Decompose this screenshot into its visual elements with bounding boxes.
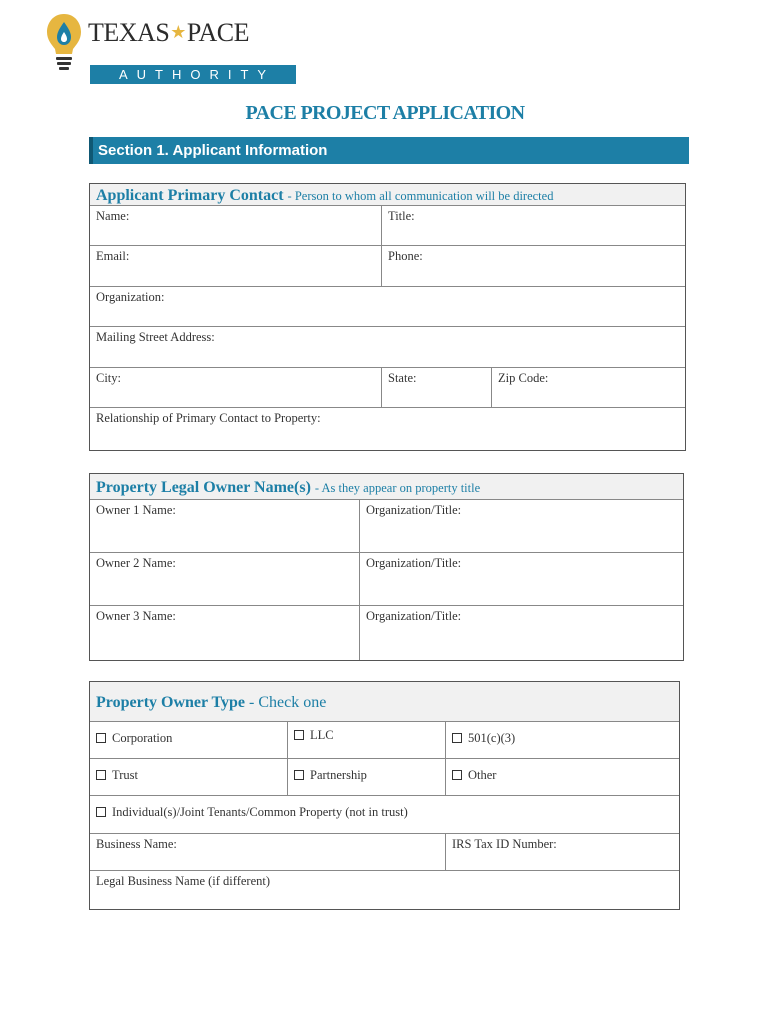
state-field[interactable]: State: [382,368,492,407]
star-icon: ★ [170,22,186,42]
logo-band: AUTHORITY [90,65,296,84]
owner-3-name-field[interactable]: Owner 3 Name: [90,606,360,660]
checkbox-icon[interactable] [96,733,106,743]
section-header: Section 1. Applicant Information [89,137,689,164]
checkbox-partnership[interactable]: Partnership [288,759,446,795]
checkbox-icon[interactable] [452,733,462,743]
owner-3-org-field[interactable]: Organization/Title: [366,609,462,623]
checkbox-icon[interactable] [96,770,106,780]
owner-2-org-field[interactable]: Organization/Title: [366,556,462,570]
owner-type-panel [89,681,680,910]
checkbox-trust[interactable]: Trust [90,759,288,795]
lightbulb-logo-icon [44,12,84,74]
panel-heading: Property Legal Owner Name(s) - As they appear on property title [90,474,683,500]
applicant-contact-panel [89,183,686,451]
checkbox-501c3[interactable]: 501(c)(3) [446,722,679,758]
owner-2-name-field[interactable]: Owner 2 Name: [90,553,360,605]
checkbox-other[interactable]: Other [446,759,679,795]
mailing-address-field[interactable]: Mailing Street Address: [96,330,215,344]
panel-heading: Property Owner Type - Check one [90,682,679,722]
legal-owners-panel [89,473,684,661]
checkbox-icon[interactable] [294,770,304,780]
relationship-field[interactable]: Relationship of Primary Contact to Property: [96,411,321,425]
checkbox-corporation[interactable]: Corporation [90,722,288,758]
legal-business-name-field[interactable]: Legal Business Name (if different) [96,874,271,888]
checkbox-llc[interactable]: LLC [288,722,446,758]
name-field[interactable]: Name: [90,206,382,245]
logo-wordmark: TEXAS★PACE [88,18,249,47]
business-name-field[interactable]: Business Name: [90,834,446,870]
logo [44,12,276,82]
panel-heading: Applicant Primary Contact - Person to whom all communication will be directed [90,184,685,206]
checkbox-individuals[interactable]: Individual(s)/Joint Tenants/Common Property (not in trust) [90,796,679,833]
zip-code-field[interactable]: Zip Code: [498,371,549,385]
email-field[interactable]: Email: [90,246,382,286]
organization-field[interactable]: Organization: [96,290,165,304]
checkbox-icon[interactable] [96,807,106,817]
phone-field[interactable]: Phone: [388,249,423,263]
owner-1-name-field[interactable]: Owner 1 Name: [90,500,360,552]
checkbox-icon[interactable] [452,770,462,780]
owner-1-org-field[interactable]: Organization/Title: [366,503,462,517]
irs-tax-id-field[interactable]: IRS Tax ID Number: [452,837,557,851]
page-title: PACE PROJECT APPLICATION [245,102,525,124]
city-field[interactable]: City: [90,368,382,407]
title-field[interactable]: Title: [388,209,415,223]
checkbox-icon[interactable] [294,730,304,740]
